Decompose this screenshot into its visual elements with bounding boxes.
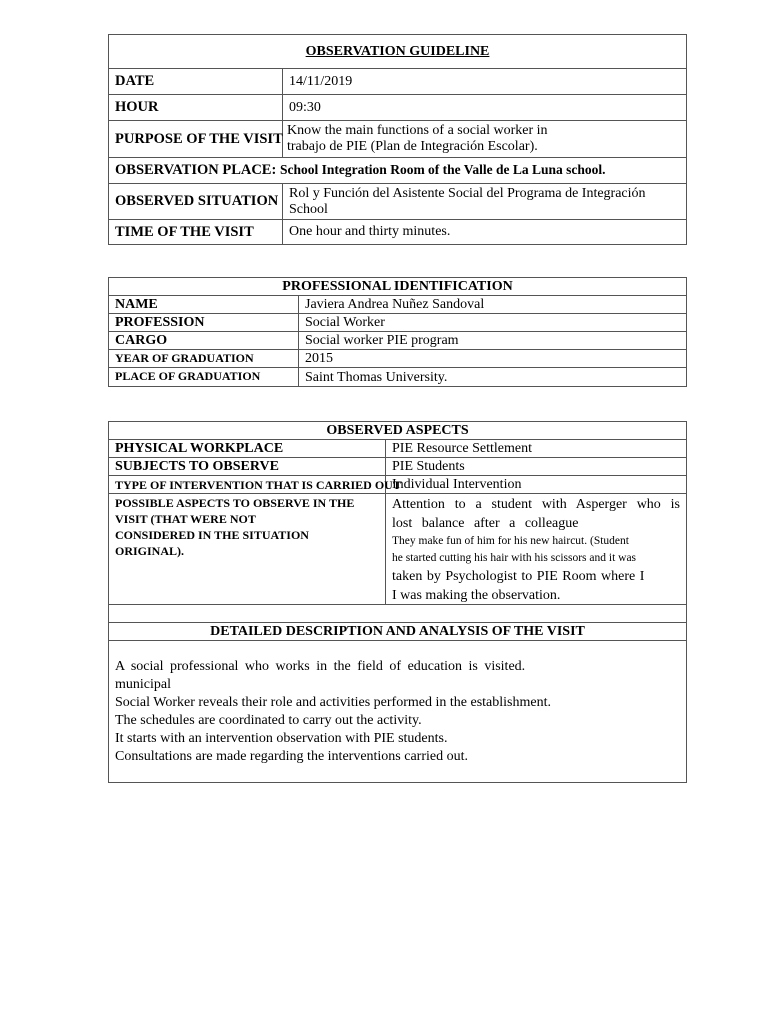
possible-aspects-line-4: he started cutting his hair with his scissors and it was [392, 552, 637, 564]
purpose-value [283, 121, 687, 158]
professional-identification-table [108, 277, 687, 387]
possible-aspects-label-line-1: POSSIBLE ASPECTS TO OBSERVE IN THE [115, 496, 355, 510]
year-of-graduation-row [109, 350, 687, 368]
detail-line-3: Social Worker reveals their role and activities performed in the establishment. [115, 695, 551, 710]
physical-workplace-value: PIE Resource Settlement [386, 440, 687, 458]
place-of-graduation-row [109, 368, 687, 387]
observed-aspects-title: OBSERVED ASPECTS [109, 422, 687, 440]
detail-title: DETAILED DESCRIPTION AND ANALYSIS OF THE VISIT [109, 623, 687, 641]
empty-row [109, 605, 687, 623]
possible-aspects-line-2: lost balance after a colleague [392, 516, 579, 531]
name-row [109, 296, 687, 314]
time-of-visit-value: One hour and thirty minutes. [283, 220, 687, 245]
date-row [109, 69, 687, 95]
observed-situation-value [283, 184, 687, 220]
year-of-graduation-value: 2015 [299, 350, 687, 368]
empty-cell [109, 605, 687, 623]
possible-aspects-label-line-2: VISIT (THAT WERE NOT [115, 512, 256, 526]
possible-aspects-row [109, 494, 687, 605]
subjects-to-observe-value: PIE Students [386, 458, 687, 476]
possible-aspects-label-line-4: ORIGINAL). [115, 544, 185, 558]
possible-aspects-label-line-3: CONSIDERED IN THE SITUATION [115, 528, 309, 542]
observed-aspects-title-row [109, 422, 687, 440]
type-of-intervention-label: TYPE OF INTERVENTION THAT IS CARRIED OUT [109, 476, 386, 494]
purpose-row [109, 121, 687, 158]
profession-row [109, 314, 687, 332]
time-of-visit-label: TIME OF THE VISIT [109, 220, 283, 245]
observed-aspects-table [108, 421, 687, 783]
observation-place-cell [109, 158, 687, 184]
observation-guideline-title-row [109, 35, 687, 69]
possible-aspects-label [109, 494, 386, 605]
physical-workplace-row [109, 440, 687, 458]
subjects-to-observe-row [109, 458, 687, 476]
subjects-to-observe-label: SUBJECTS TO OBSERVE [109, 458, 386, 476]
place-of-graduation-value: Saint Thomas University. [299, 368, 687, 387]
time-of-visit-row [109, 220, 687, 245]
date-label: DATE [109, 69, 283, 95]
professional-identification-title-row [109, 278, 687, 296]
hour-value: 09:30 [283, 95, 687, 121]
detail-line-4: The schedules are coordinated to carry out the activity. [115, 713, 422, 728]
purpose-line-2: trabajo de PIE (Plan de Integración Escolar). [287, 139, 538, 154]
observed-situation-label: OBSERVED SITUATION [109, 184, 283, 220]
detail-description [109, 641, 687, 783]
cargo-label: CARGO [109, 332, 299, 350]
observation-place-value: School Integration Room of the Valle de La Luna school. [279, 162, 606, 177]
observed-situation-row [109, 184, 687, 220]
purpose-label: PURPOSE OF THE VISIT [109, 121, 283, 158]
place-of-graduation-label: PLACE OF GRADUATION [109, 368, 299, 387]
possible-aspects-value [386, 494, 687, 605]
type-of-intervention-value: Individual Intervention [386, 476, 687, 494]
professional-identification-title: PROFESSIONAL IDENTIFICATION [109, 278, 687, 296]
detail-line-6: Consultations are made regarding the interventions carried out. [115, 749, 469, 764]
possible-aspects-line-6: I was making the observation. [392, 588, 561, 603]
type-of-intervention-row [109, 476, 687, 494]
physical-workplace-label: PHYSICAL WORKPLACE [109, 440, 386, 458]
profession-label: PROFESSION [109, 314, 299, 332]
possible-aspects-line-3: They make fun of him for his new haircut. (Student [392, 535, 629, 547]
detail-row [109, 641, 687, 783]
observation-place-row [109, 158, 687, 184]
cargo-row [109, 332, 687, 350]
hour-label: HOUR [109, 95, 283, 121]
hour-row [109, 95, 687, 121]
possible-aspects-line-5: taken by Psychologist to PIE Room where I [392, 569, 645, 584]
detail-line-1: A social professional who works in the field of education is visited. [115, 659, 526, 674]
detail-title-row [109, 623, 687, 641]
name-value: Javiera Andrea Nuñez Sandoval [299, 296, 687, 314]
date-value: 14/11/2019 [283, 69, 687, 95]
profession-value: Social Worker [299, 314, 687, 332]
observed-situation-line-2: School [289, 201, 328, 217]
detail-line-2: municipal [115, 677, 171, 692]
cargo-value: Social worker PIE program [299, 332, 687, 350]
observation-guideline-table [108, 34, 687, 245]
purpose-line-1: Know the main functions of a social worker in [287, 123, 548, 138]
year-of-graduation-label: YEAR OF GRADUATION [109, 350, 299, 368]
observation-place-label: OBSERVATION PLACE: [115, 162, 277, 178]
observation-guideline-title: OBSERVATION GUIDELINE [109, 35, 687, 69]
observed-situation-line-1: Rol y Función del Asistente Social del Programa de Integración [289, 185, 646, 201]
possible-aspects-line-1: Attention to a student with Asperger who is [392, 497, 680, 512]
detail-line-5: It starts with an intervention observation with PIE students. [115, 731, 448, 746]
name-label: NAME [109, 296, 299, 314]
